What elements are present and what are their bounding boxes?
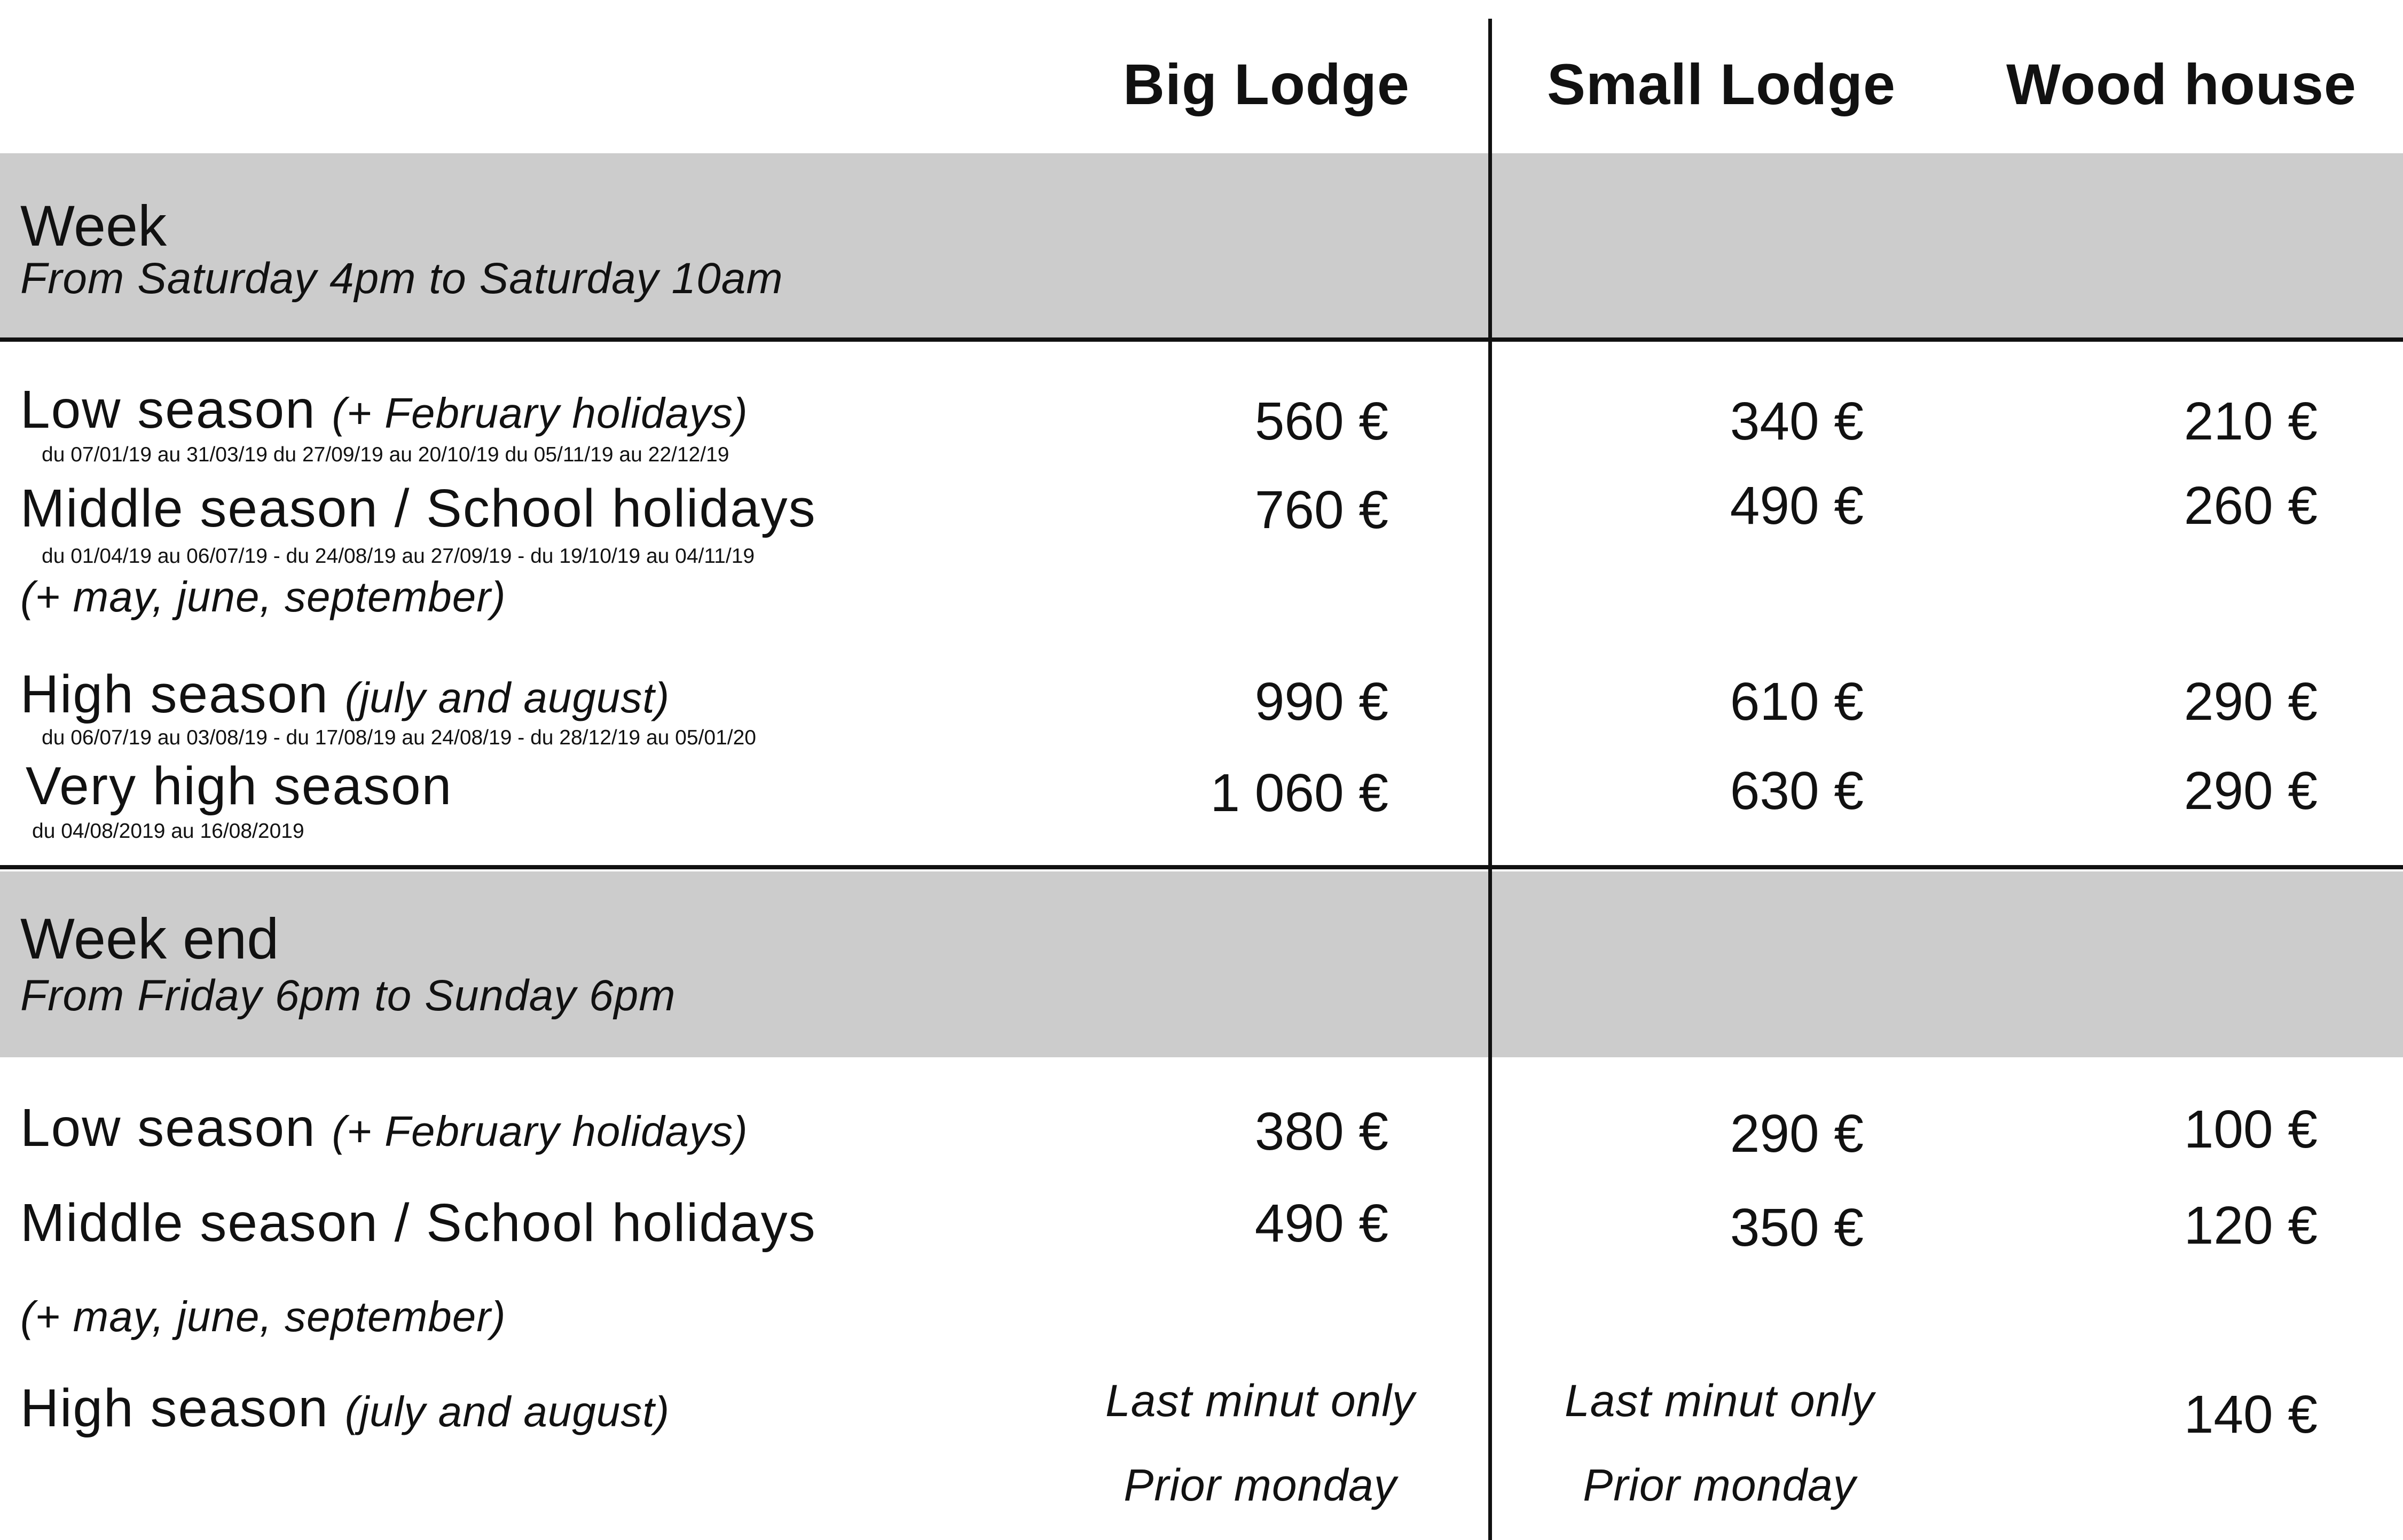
week-low-season-wood-price: 210 € — [2184, 391, 2318, 451]
week-very-high-season-label: Very high season — [26, 756, 453, 816]
week-header-divider — [0, 337, 2403, 342]
weekend-low-season-small-price: 290 € — [1730, 1104, 1864, 1164]
weekend-section-band — [0, 871, 2403, 1057]
weekend-high-season-big-lastminute: Last minut only — [1105, 1376, 1415, 1426]
week-very-high-season-dates: du 04/08/2019 au 16/08/2019 — [32, 820, 304, 843]
weekend-top-divider — [0, 865, 2403, 869]
week-low-season-name: Low season — [20, 380, 316, 439]
weekend-middle-season-big-price: 490 € — [1254, 1193, 1388, 1253]
week-section-band — [0, 153, 2403, 339]
weekend-low-season-label — [20, 1097, 748, 1159]
weekend-middle-season-extra: (+ may, june, september) — [20, 1293, 506, 1340]
column-header-big-lodge: Big Lodge — [1123, 52, 1410, 116]
column-divider — [1488, 19, 1492, 1540]
weekend-middle-season-wood-price: 120 € — [2184, 1196, 2318, 1255]
week-very-high-season-small-price: 630 € — [1730, 761, 1864, 821]
week-high-season-label — [20, 664, 670, 725]
week-title: Week — [20, 193, 167, 258]
week-low-season-small-price: 340 € — [1730, 391, 1864, 451]
weekend-high-season-note: (july and august) — [344, 1388, 670, 1435]
weekend-title: Week end — [20, 906, 279, 971]
week-low-season-dates: du 07/01/19 au 31/03/19 du 27/09/19 au 20/10/19 du 05/11/19 au 22/12/19 — [42, 443, 729, 466]
column-header-small-lodge: Small Lodge — [1547, 52, 1896, 116]
week-high-season-name: High season — [20, 664, 329, 724]
week-very-high-season-big-price: 1 060 € — [1210, 763, 1388, 823]
weekend-low-season-big-price: 380 € — [1254, 1102, 1388, 1161]
week-low-season-big-price: 560 € — [1254, 391, 1388, 451]
weekend-middle-season-small-price: 350 € — [1730, 1198, 1864, 1258]
weekend-middle-season-label: Middle season / School holidays — [20, 1193, 816, 1253]
week-middle-season-extra: (+ may, june, september) — [20, 573, 506, 620]
weekend-high-season-label — [20, 1378, 670, 1439]
week-low-season-note: (+ February holidays) — [332, 389, 748, 437]
week-high-season-note: (july and august) — [344, 674, 670, 721]
week-middle-season-big-price: 760 € — [1254, 480, 1388, 540]
week-high-season-dates: du 06/07/19 au 03/08/19 - du 17/08/19 au 24/08/19 - du 28/12/19 au 05/01/20 — [42, 726, 756, 749]
week-middle-season-label: Middle season / School holidays — [20, 478, 816, 538]
weekend-high-season-wood-price: 140 € — [2184, 1385, 2318, 1444]
weekend-low-season-note: (+ February holidays) — [332, 1107, 748, 1155]
weekend-high-season-big-prior-monday: Prior monday — [1124, 1460, 1397, 1510]
weekend-subtitle: From Friday 6pm to Sunday 6pm — [20, 971, 676, 1020]
week-high-season-wood-price: 290 € — [2184, 672, 2318, 732]
week-very-high-season-wood-price: 290 € — [2184, 761, 2318, 821]
weekend-low-season-name: Low season — [20, 1098, 316, 1158]
weekend-high-season-small-lastminute: Last minut only — [1565, 1376, 1874, 1426]
weekend-low-season-wood-price: 100 € — [2184, 1099, 2318, 1159]
column-header-wood-house: Wood house — [2006, 52, 2357, 116]
week-high-season-big-price: 990 € — [1254, 672, 1388, 732]
week-middle-season-wood-price: 260 € — [2184, 476, 2318, 536]
weekend-high-season-small-prior-monday: Prior monday — [1583, 1460, 1856, 1510]
week-high-season-small-price: 610 € — [1730, 672, 1864, 732]
week-low-season-label — [20, 379, 748, 441]
week-middle-season-small-price: 490 € — [1730, 476, 1864, 536]
weekend-high-season-name: High season — [20, 1378, 329, 1438]
week-subtitle: From Saturday 4pm to Saturday 10am — [20, 254, 783, 303]
week-middle-season-dates: du 01/04/19 au 06/07/19 - du 24/08/19 au 27/09/19 - du 19/10/19 au 04/11/19 — [42, 545, 755, 568]
